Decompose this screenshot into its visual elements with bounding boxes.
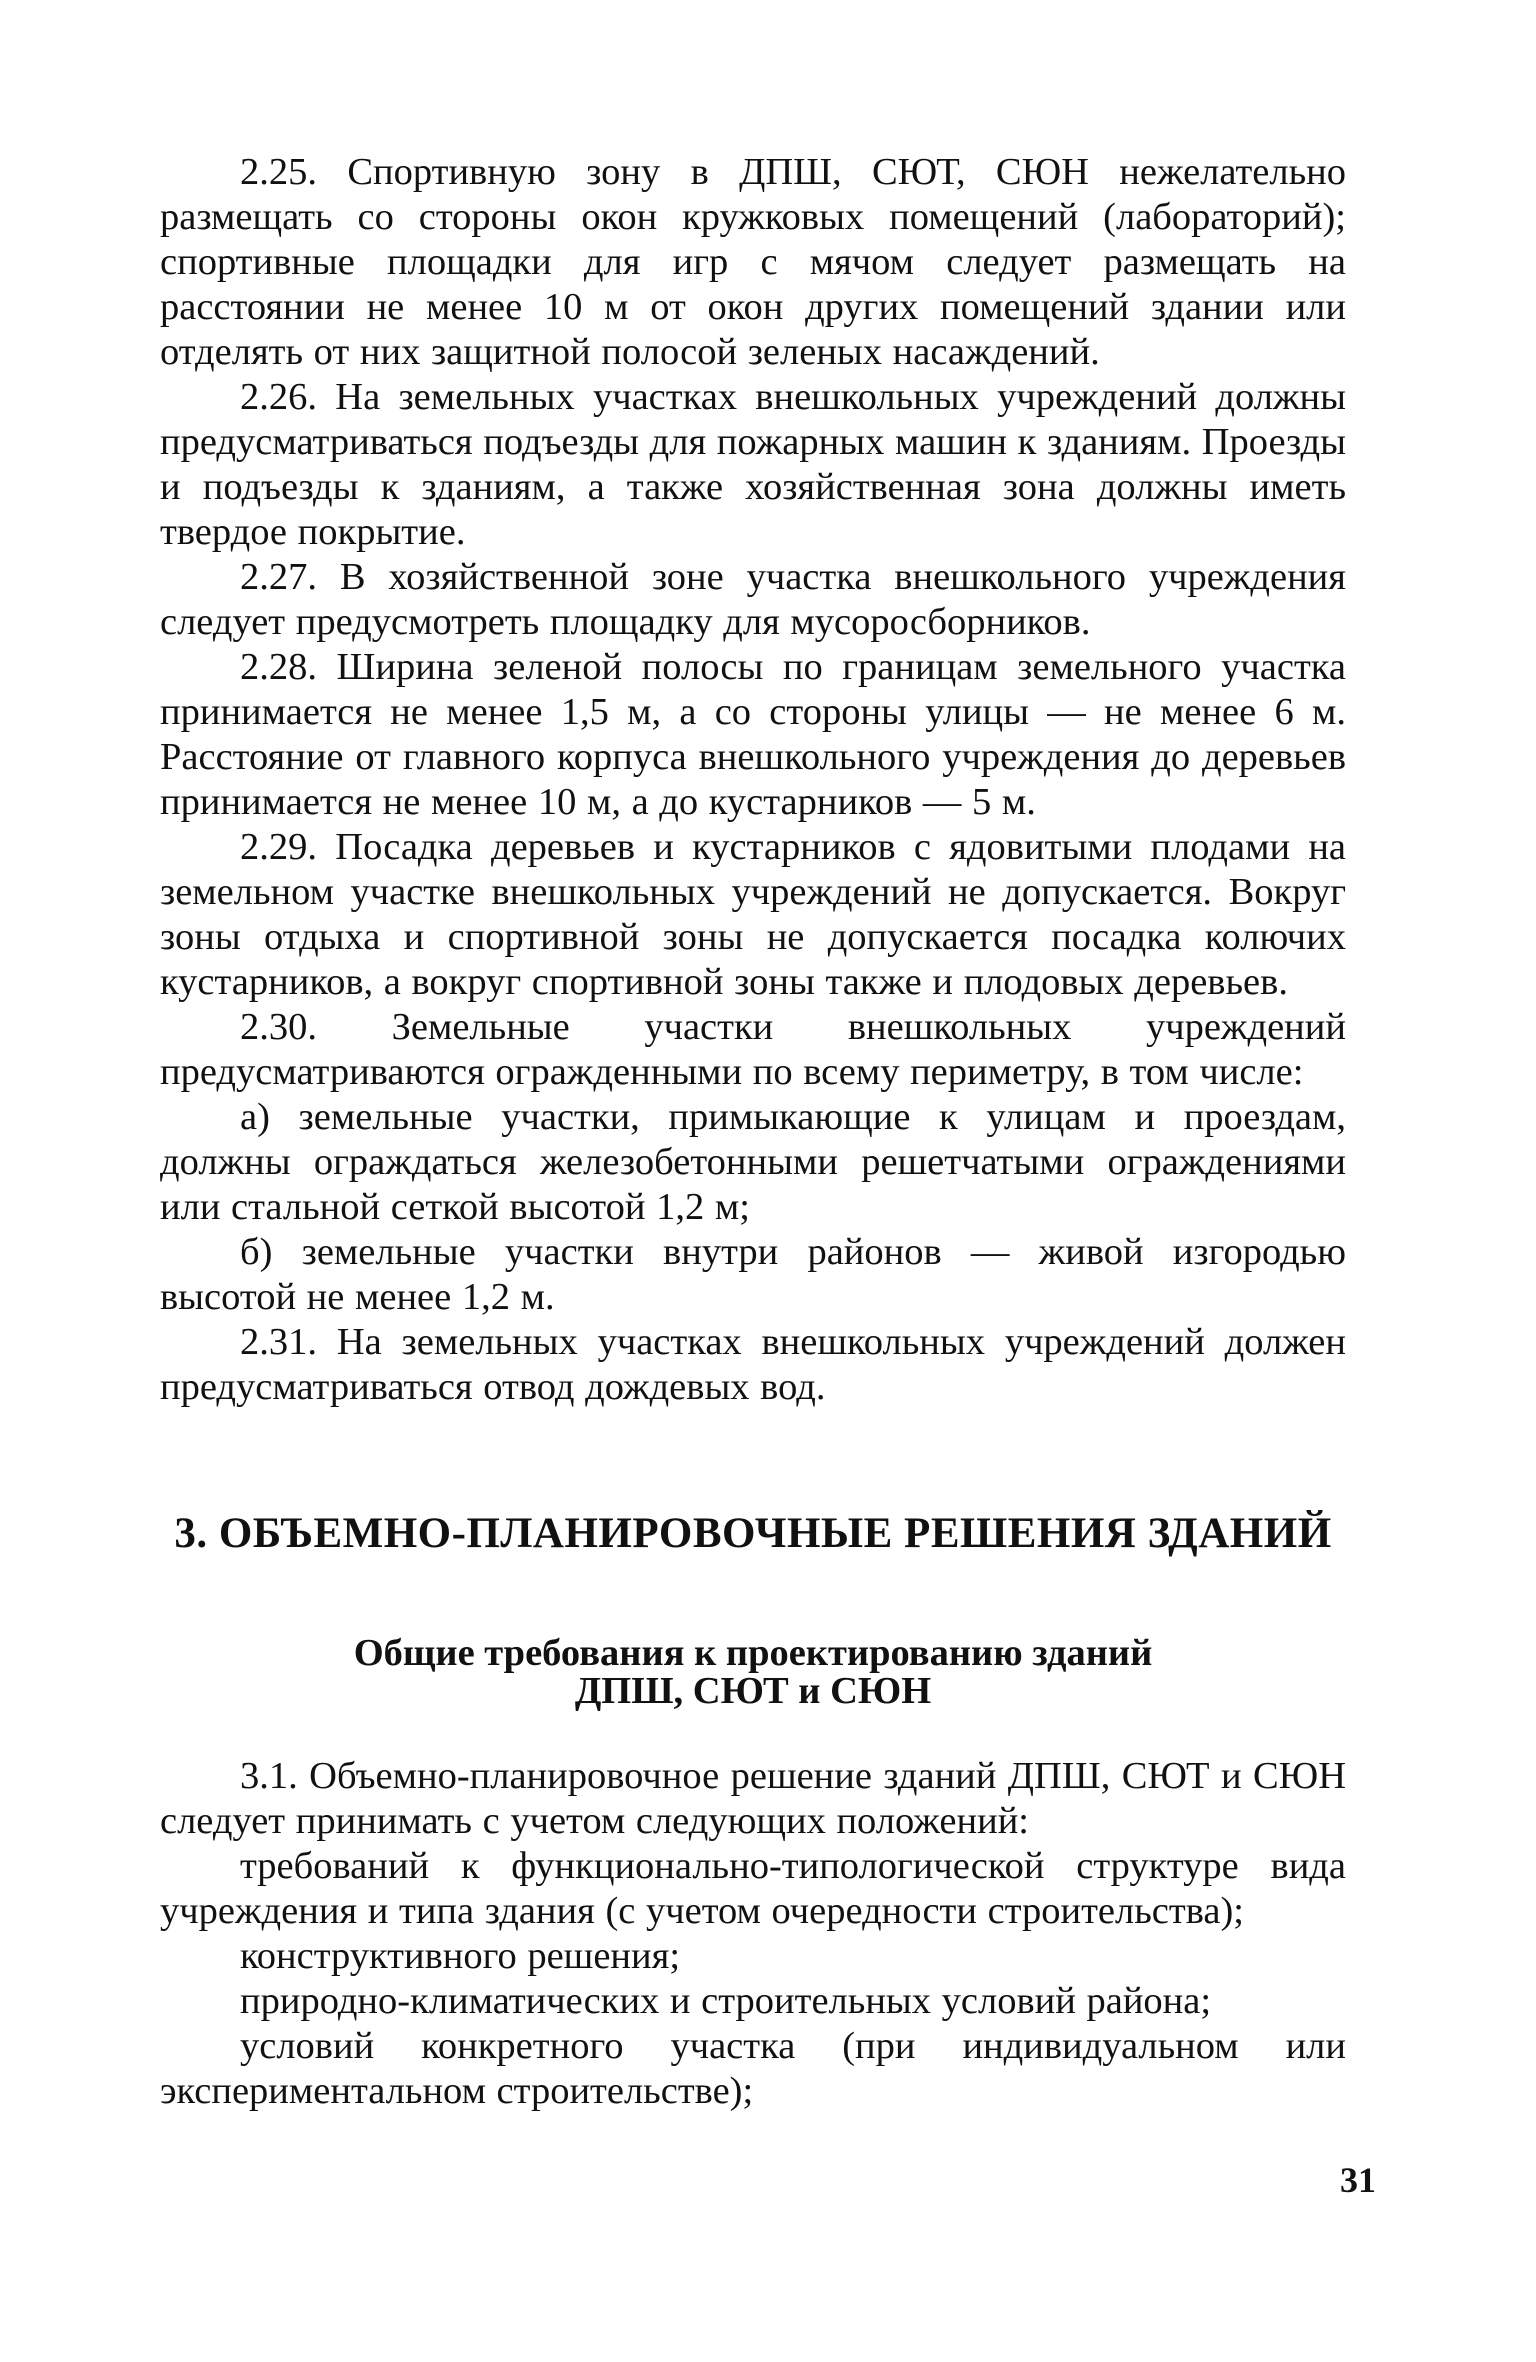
clause-2-28 [160, 645, 1346, 825]
clause-2-26 [160, 375, 1346, 555]
clause-text: В хозяйственной зоне участка внешкольного учреждения следует предусмотреть площадку для мусоросборников. [160, 556, 1346, 643]
clause-number: 2.27. [240, 556, 317, 598]
clause-2-25 [160, 150, 1346, 375]
clause-number: 3.1. [240, 1755, 298, 1797]
clause-2-29 [160, 825, 1346, 1005]
clause-number: 2.30. [240, 1006, 317, 1048]
clause-text: б) земельные участки внутри районов — живой изгородью высотой не менее 1,2 м. [160, 1231, 1346, 1318]
clause-number: 2.28. [240, 646, 317, 688]
clause-number: 2.25. [240, 151, 317, 193]
clause-text: На земельных участках внешкольных учреждений должен предусматриваться отвод дождевых вод. [160, 1321, 1346, 1408]
subsection-title [160, 1630, 1346, 1714]
clause-3-1 [160, 1754, 1346, 1844]
subsection-title-line-1: Общие требования к проектированию зданий [353, 1632, 1153, 1674]
clause-text: конструктивного решения; [240, 1935, 681, 1977]
clause-2-30-b [160, 1230, 1346, 1320]
subsection-title-line-2: ДПШ, СЮТ и СЮН [574, 1670, 932, 1712]
list-item [160, 1844, 1346, 1934]
section-title: 3. ОБЪЕМНО-ПЛАНИРОВОЧНЫЕ РЕШЕНИЯ ЗДАНИЙ [174, 1510, 1332, 1557]
clause-text: На земельных участках внешкольных учреждений должны предусматриваться подъезды для пожарных машин к зданиям. Проезды и подъезды к зданиям, а также хозяйственная зона должны иметь твердое покрытие. [160, 376, 1347, 553]
list-item [160, 1979, 1346, 2024]
clause-2-30 [160, 1005, 1346, 1095]
document-page [160, 150, 1346, 2114]
clause-text: а) земельные участки, примыкающие к улицам и проездам, должны ограждаться железобетонными решетчатыми ограждениями или стальной сеткой высотой 1,2 м; [160, 1096, 1346, 1228]
clause-text: Спортивную зону в ДПШ, СЮТ, СЮН нежелательно размещать со стороны окон кружковых помещений (лабораторий); спортивные площадки для игр с мячом следует размещать на расстоянии не менее 10 м от окон других помещений здании или отделять от них защитной полосой зеленых насаждений. [160, 151, 1347, 373]
clause-2-30-a [160, 1095, 1346, 1230]
list-item [160, 2024, 1346, 2114]
list-item [160, 1934, 1346, 1979]
clause-number: 2.29. [240, 826, 317, 868]
clause-text: условий конкретного участка (при индивидуальном или экспериментальном строительстве); [160, 2025, 1346, 2112]
page-number: 31 [1340, 2160, 1376, 2200]
clause-number: 2.26. [240, 376, 317, 418]
clause-2-31 [160, 1320, 1346, 1410]
clause-text: Посадка деревьев и кустарников с ядовитыми плодами на земельном участке внешкольных учреждений не допускается. Вокруг зоны отдыха и спортивной зоны не допускается посадка колючих кустарников, а вокруг спортивной зоны также и плодовых деревьев. [160, 826, 1347, 1003]
clause-text: Объемно-планировочное решение зданий ДПШ, СЮТ и СЮН следует принимать с учетом следующих положений: [160, 1755, 1347, 1842]
clause-text: природно-климатических и строительных условий района; [240, 1980, 1212, 2022]
clause-number: 2.31. [240, 1321, 317, 1363]
clause-text: требований к функционально-типологической структуре вида учреждения и типа здания (с учетом очередности строительства); [160, 1845, 1346, 1932]
clause-text: Ширина зеленой полосы по границам земельного участка принимается не менее 1,5 м, а со стороны улицы — не менее 6 м. Расстояние от главного корпуса внешкольного учреждения до деревьев принимается не менее 10 м, а до кустарников — 5 м. [160, 646, 1346, 823]
clause-text: Земельные участки внешкольных учреждений предусматриваются огражденными по всему периметру, в том числе: [160, 1006, 1346, 1093]
clause-2-27 [160, 555, 1346, 645]
